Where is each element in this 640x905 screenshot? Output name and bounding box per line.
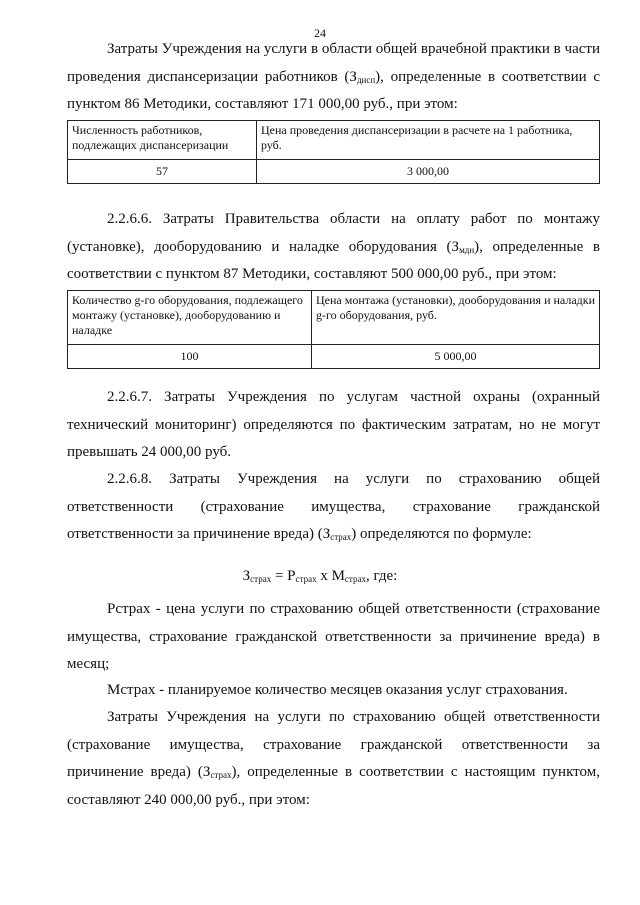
table-cell: 57 xyxy=(68,160,257,184)
definition-price: Рстрах - цена услуги по страхованию общей ответственности (страхование имущества, страхование гражданской ответственности за причинение вреда) в месяц; xyxy=(67,601,600,672)
table-header-cell: Цена проведения диспансеризации в расчете на 1 работника, руб. xyxy=(257,121,600,160)
table-row xyxy=(68,160,600,184)
paragraph-dispensary-costs: Затраты Учреждения на услуги в области общей врачебной практики в части проведения диспансеризации работников $(З_{дисп})$, определенные в соответствии с пунктом 86 Методики, составляют 171 000,00 руб., при этом: xyxy=(67,41,601,112)
table-cell: 5 000,00 xyxy=(312,345,600,369)
table-cell: 100 xyxy=(68,345,312,369)
paragraph-insurance-total: Затраты Учреждения на услуги по страхованию общей ответственности (страхование имущества, страхование гражданской ответственности за причинение вреда) $(З_{страх})$, определенные в соответствии с настоящим пунктом, составляют 240 000,00 руб., при этом: xyxy=(67,709,600,808)
table-header-row xyxy=(68,291,600,345)
table-header-row xyxy=(68,121,600,160)
insurance-formula: $З_{страх} = Р_{страх}$ х $М_{страх}$, где: xyxy=(242,568,398,584)
table-header-cell: Численность работников, подлежащих диспансеризации xyxy=(68,121,257,160)
table-header-cell: Количество g-го оборудования, подлежащего монтажу (установке), дооборудованию и наладке xyxy=(68,291,312,345)
table-dispensary xyxy=(67,120,600,184)
table-header-cell: Цена монтажа (установки), дооборудования и наладки g-го оборудования, руб. xyxy=(312,291,600,345)
definition-months: Мстрах - планируемое количество месяцев оказания услуг страхования. xyxy=(107,682,568,698)
paragraph-installation-costs: 2.2.6.6. Затраты Правительства области на оплату работ по монтажу (установке), дооборудованию и наладке оборудования $(З_{мдн})$, определенные в соответствии с пунктом 87 Методики, составляют 500 000,00 руб., при этом: xyxy=(67,211,600,282)
table-row xyxy=(68,345,600,369)
table-installation xyxy=(67,290,600,369)
page-number: 24 xyxy=(314,26,326,40)
paragraph-security-services: 2.2.6.7. Затраты Учреждения по услугам частной охраны (охранный технический мониторинг) определяются по фактическим затратам, но не могут превышать 24 000,00 руб. xyxy=(67,389,600,460)
table-cell: 3 000,00 xyxy=(257,160,600,184)
paragraph-insurance-formula-intro: 2.2.6.8. Затраты Учреждения на услуги по страхованию общей ответственности (страхование имущества, страхование гражданской ответственности за причинение вреда) $(З_{страх})$ определяются по формуле: xyxy=(67,471,600,542)
